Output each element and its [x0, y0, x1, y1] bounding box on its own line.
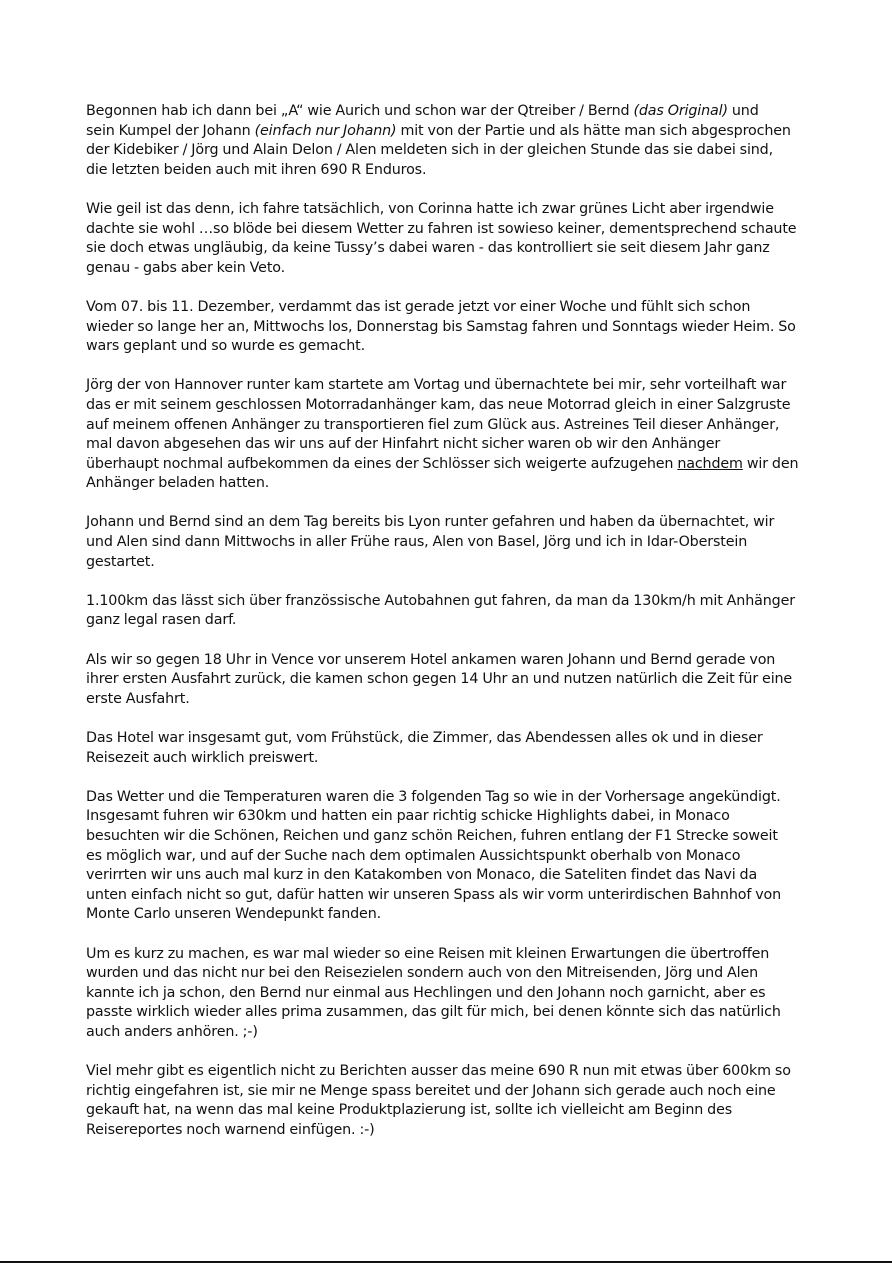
text-segment: unten einfach nicht so gut, dafür hatten wir unseren Spass als wir vorm unterirdischen Bahnhof von	[86, 886, 782, 903]
text-segment: wieder so lange her an, Mittwochs los, Donnerstag bis Samstag fahren und Sonntags wieder Heim. So	[86, 318, 796, 335]
text-segment: Johann und Bernd sind an dem Tag bereits bis Lyon runter gefahren und haben da übernachtet, wir	[86, 514, 775, 531]
text-line	[86, 964, 808, 984]
text-line	[86, 886, 808, 906]
text-line	[86, 513, 808, 533]
text-segment: sein Kumpel der Johann	[86, 122, 255, 139]
text-segment: besuchten wir die Schönen, Reichen und ganz schön Reichen, fuhren entlang der F1 Strecke soweit	[86, 827, 778, 844]
text-segment: Um es kurz zu machen, es war mal wieder so eine Reisen mit kleinen Erwartungen die übertroffen	[86, 945, 770, 962]
text-segment: mit von der Partie und als hätte man sich abgesprochen	[396, 122, 791, 139]
text-segment: Insgesamt fuhren wir 630km und hatten ein paar richtig schicke Highlights dabei, in Monaco	[86, 808, 730, 825]
text-line	[86, 807, 808, 827]
text-line	[86, 396, 808, 416]
text-segment: auf meinem offenen Anhänger zu transportieren fiel zum Glück aus. Astreines Teil dieser Anhänger,	[86, 416, 780, 433]
document-body	[86, 102, 808, 1160]
text-segment: Jörg der von Hannover runter kam startete am Vortag und übernachtete bei mir, sehr vorteilhaft war	[86, 377, 787, 394]
text-line	[86, 827, 808, 847]
italic-text: (einfach nur Johann)	[254, 122, 397, 139]
text-line	[86, 141, 808, 161]
text-line	[86, 533, 808, 553]
text-segment: überhaupt nochmal aufbekommen da eines der Schlösser sich weigerte aufzugehen	[86, 455, 678, 472]
text-segment: Das Hotel war insgesamt gut, vom Frühstück, die Zimmer, das Abendessen alles ok und in dieser	[86, 730, 763, 746]
text-line	[86, 455, 808, 475]
paragraph	[86, 729, 808, 768]
paragraph	[86, 513, 808, 572]
text-line	[86, 592, 808, 612]
text-segment: wir den	[742, 455, 799, 472]
text-segment: Vom 07. bis 11. Dezember, verdammt das ist gerade jetzt vor einer Woche und fühlt sich schon	[86, 298, 751, 315]
text-segment: Wie geil ist das denn, ich fahre tatsächlich, von Corinna hatte ich zwar grünes Licht aber irgendwie	[86, 200, 774, 217]
text-segment: es möglich war, und auf der Suche nach dem optimalen Aussichtspunkt oberhalb von Monaco	[86, 847, 741, 864]
text-segment: ihrer ersten Ausfahrt zurück, die kamen schon gegen 14 Uhr an und nutzen natürlich die Zeit für eine	[86, 671, 793, 688]
text-segment: sie doch etwas ungläubig, da keine Tussy’s dabei waren - das kontrolliert sie seit diesem Jahr ganz	[86, 240, 770, 257]
text-segment: und Alen sind dann Mittwochs in aller Frühe raus, Alen von Basel, Jörg und ich in Idar-Oberstein	[86, 534, 748, 551]
text-segment: verirrten wir uns auch mal kurz in den Katakomben von Monaco, die Sateliten findet das Navi da	[86, 867, 758, 884]
text-line	[86, 984, 808, 1004]
text-segment: auch anders anhören. ;-)	[86, 1023, 258, 1040]
paragraph	[86, 651, 808, 710]
text-segment: wars geplant und so wurde es gemacht.	[86, 338, 365, 355]
paragraph	[86, 200, 808, 278]
text-line	[86, 905, 808, 925]
text-line	[86, 651, 808, 671]
text-segment: dachte sie wohl …so blöde bei diesem Wetter zu fahren ist sowieso keiner, dementsprechend schaute	[86, 220, 797, 237]
text-segment: kannte ich ja schon, den Bernd nur einmal aus Hechlingen und den Johann noch garnicht, aber es	[86, 984, 766, 1001]
text-line	[86, 239, 808, 259]
text-segment: gestartet.	[86, 553, 155, 570]
text-segment: gekauft hat, na wenn das mal keine Produktplazierung ist, sollte ich vielleicht am Beginn des	[86, 1102, 733, 1119]
text-line	[86, 337, 808, 357]
text-line	[86, 200, 808, 220]
paragraph	[86, 592, 808, 631]
paragraph	[86, 788, 808, 925]
text-line	[86, 161, 808, 181]
text-line	[86, 1082, 808, 1102]
text-line	[86, 416, 808, 436]
text-segment: Reisezeit auch wirklich preiswert.	[86, 749, 319, 766]
text-segment: passte wirklich wieder alles prima zusammen, das gilt für mich, bei denen könnte sich das natürlich	[86, 1004, 781, 1021]
paragraph	[86, 1062, 808, 1140]
text-segment: richtig eingefahren ist, sie mir ne Menge spass bereitet und der Johann sich gerade auch noch eine	[86, 1082, 776, 1099]
text-line	[86, 1003, 808, 1023]
text-line	[86, 220, 808, 240]
text-segment: Das Wetter und die Temperaturen waren die 3 folgenden Tag so wie in der Vorhersage angekündigt.	[86, 788, 781, 805]
underlined-text: nachdem	[677, 455, 743, 472]
text-line	[86, 318, 808, 338]
text-segment: mal davon abgesehen das wir uns auf der Hinfahrt nicht sicher waren ob wir den Anhänger	[86, 436, 721, 453]
text-segment: wurden und das nicht nur bei den Reisezielen sondern auch von den Mitreisenden, Jörg und Alen	[86, 965, 759, 982]
text-segment: Monte Carlo unseren Wendepunkt fanden.	[86, 906, 381, 923]
text-segment: erste Ausfahrt.	[86, 690, 190, 707]
paragraph	[86, 945, 808, 1043]
text-segment: 1.100km das lässt sich über französsische Autobahnen gut fahren, da man da 130km/h mit Anhänger	[86, 592, 795, 609]
paragraph	[86, 298, 808, 357]
text-segment: die letzten beiden auch mit ihren 690 R Enduros.	[86, 161, 427, 178]
text-line	[86, 259, 808, 279]
text-line	[86, 866, 808, 886]
text-line	[86, 729, 808, 749]
text-line	[86, 749, 808, 769]
text-line	[86, 102, 808, 122]
text-segment: genau - gabs aber kein Veto.	[86, 259, 286, 276]
text-segment: Als wir so gegen 18 Uhr in Vence vor unserem Hotel ankamen waren Johann und Bernd gerade von	[86, 651, 776, 668]
text-line	[86, 553, 808, 573]
text-line	[86, 1062, 808, 1082]
text-line	[86, 788, 808, 808]
text-line	[86, 847, 808, 867]
text-line	[86, 1023, 808, 1043]
text-line	[86, 945, 808, 965]
text-segment: Begonnen hab ich dann bei „A“ wie Aurich und schon war der Qtreiber / Bernd	[86, 103, 634, 119]
text-line	[86, 298, 808, 318]
text-line	[86, 435, 808, 455]
text-segment: ganz legal rasen darf.	[86, 612, 237, 629]
text-segment: und	[727, 103, 759, 119]
paragraph	[86, 102, 808, 180]
italic-text: (das Original)	[633, 103, 728, 119]
paragraph	[86, 376, 808, 494]
text-line	[86, 474, 808, 494]
text-segment: Anhänger beladen hatten.	[86, 475, 270, 492]
text-segment: das er mit seinem geschlossen Motorradanhänger kam, das neue Motorrad gleich in einer Salzgruste	[86, 396, 791, 413]
text-line	[86, 670, 808, 690]
text-line	[86, 122, 808, 142]
text-segment: Viel mehr gibt es eigentlich nicht zu Berichten ausser das meine 690 R nun mit etwas über 600km so	[86, 1063, 791, 1080]
text-line	[86, 690, 808, 710]
text-line	[86, 611, 808, 631]
text-line	[86, 376, 808, 396]
text-segment: Reisereportes noch warnend einfügen. :-)	[86, 1121, 375, 1138]
text-line	[86, 1121, 808, 1141]
text-line	[86, 1101, 808, 1121]
text-segment: der Kidebiker / Jörg und Alain Delon / Alen meldeten sich in der gleichen Stunde das sie dabei sind,	[86, 142, 774, 159]
